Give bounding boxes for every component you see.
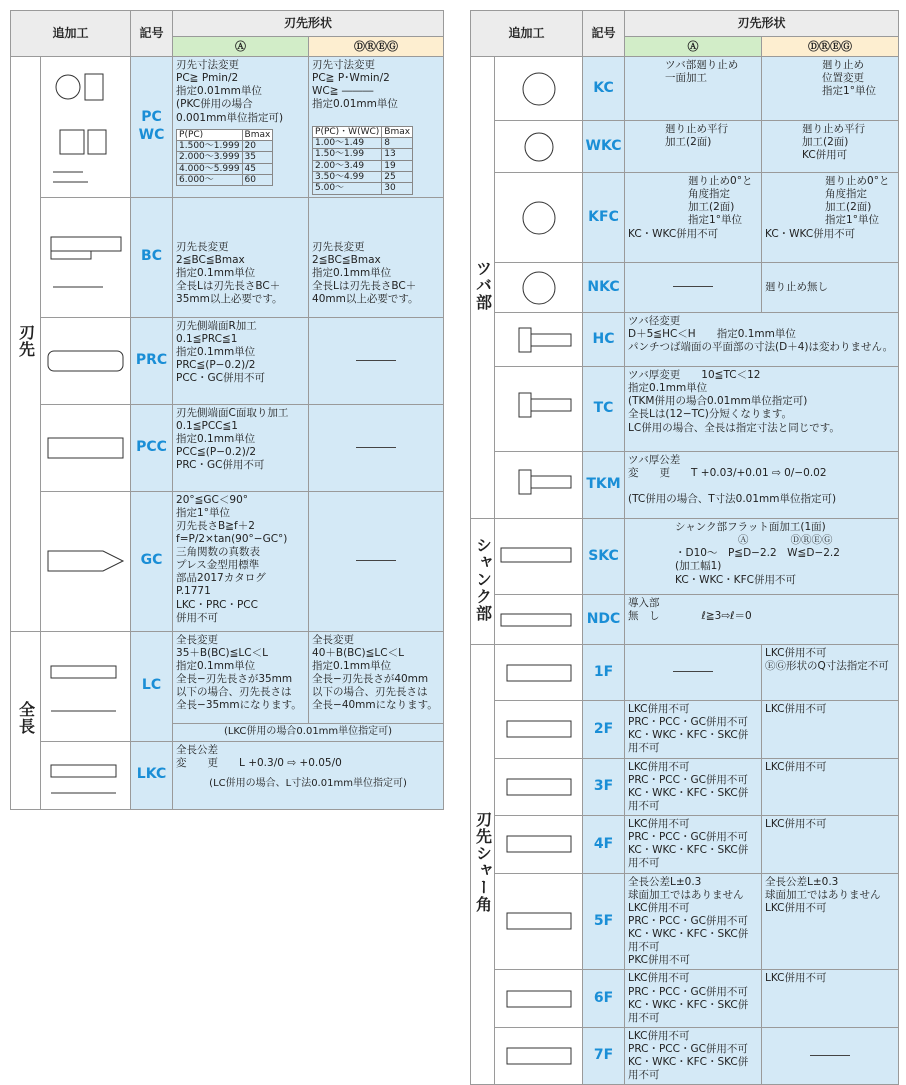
pc-wc-a: 刃先寸法変更 PC≧ Pmin/2 指定0.01mm単位 (PKC併用の場合 0.001mm単位指定可) P(PC) Bmax 1.500～1.999 20 2.000～3.999 35 4.000～5.999 45 6.000～ 60 bbox=[173, 57, 309, 198]
6f-d: LKC併用不可 bbox=[762, 970, 899, 1028]
code-lc: LC bbox=[131, 631, 173, 741]
tkm-a: ツバ厚公差 変 更 T +0.03/+0.01 ⇨ 0/−0.02 (TC併用の場合、T寸法0.01mm単位指定可) bbox=[625, 452, 899, 519]
skc-a: シャンク部フラット面加工(1面) Ⓐ ⒹⓇⒺⒼ ・D10～ P≦D−2.2 W≦D−2.2 (加工幅1) KC・WKC・KFC併用不可 bbox=[625, 519, 899, 595]
code-lkc: LKC bbox=[131, 741, 173, 809]
punch-length-icon bbox=[43, 641, 129, 731]
figure-3f bbox=[495, 758, 583, 816]
figure-kc bbox=[495, 57, 583, 121]
figure-wkc bbox=[495, 121, 583, 173]
shank-flat-icon bbox=[497, 532, 581, 582]
shear-angle-icon bbox=[497, 1036, 581, 1076]
prc-d-na bbox=[309, 317, 444, 404]
kc-a: ツバ部廻り止め 一面加工 bbox=[625, 57, 762, 121]
figure-6f bbox=[495, 970, 583, 1028]
code-4f: 4F bbox=[583, 816, 625, 874]
header-process-r: 追加工 bbox=[471, 11, 583, 57]
bc-a: 刃先長変更 2≦BC≦Bmax 指定0.1mm単位 全長Lは刃先長さBC＋ 35mm以上必要です。 bbox=[173, 197, 309, 317]
code-5f: 5F bbox=[583, 873, 625, 970]
figure-7f bbox=[495, 1027, 583, 1085]
figure-pc-wc bbox=[41, 57, 131, 198]
shear-angle-icon bbox=[497, 709, 581, 749]
punch-r-end-icon bbox=[43, 331, 129, 391]
code-kfc: KFC bbox=[583, 173, 625, 263]
3f-a: LKC併用不可 PRC・PCC・GC併用不可 KC・WKC・KFC・SKC併用不可 bbox=[625, 758, 762, 816]
code-tkm: TKM bbox=[583, 452, 625, 519]
figure-5f bbox=[495, 873, 583, 970]
figure-lkc bbox=[41, 741, 131, 809]
figure-pcc bbox=[41, 404, 131, 491]
figure-kfc bbox=[495, 173, 583, 263]
1f-d: LKC併用不可 ⒺⒼ形状のQ寸法指定不可 bbox=[762, 645, 899, 701]
code-6f: 6F bbox=[583, 970, 625, 1028]
lkc-a: 全長公差 変 更 L +0.3/0 ⇨ +0.05/0 (LC併用の場合、L寸法0.01mm単位指定可) bbox=[173, 741, 444, 809]
tc-a: ツバ厚変更 10≦TC＜12 指定0.1mm単位 (TKM併用の場合0.01mm単位指定可) 全長Lは(12−TC)分短くなります。 LC併用の場合、全長は指定寸法と同じです。 bbox=[625, 367, 899, 452]
figure-tkm bbox=[495, 452, 583, 519]
gc-a: 20°≦GC＜90° 指定1°単位 刃先長さB≧f＋2 f=P/2×tan(90°−GC°) 三角関数の真数表 プレス金型用標準 部品2017カタログ P.1771 LKC・PRC・PCC 併用不可 bbox=[173, 491, 309, 631]
figure-2f bbox=[495, 701, 583, 759]
group-blade: 刃先 bbox=[11, 57, 41, 632]
header-sub-a: Ⓐ bbox=[173, 37, 309, 57]
head-thickness-icon bbox=[499, 379, 579, 439]
code-skc: SKC bbox=[583, 519, 625, 595]
lc-note: (LKC併用の場合0.01mm単位指定可) bbox=[173, 723, 444, 741]
lc-d: 全長変更 40＋B(BC)≦LC＜L 指定0.1mm単位 全長−刃先長さが40mm 以下の場合、刃先長さは 全長−40mmになります。 bbox=[309, 631, 444, 723]
header-code-r: 記号 bbox=[583, 11, 625, 57]
pc-bmax-table: P(PC) Bmax 1.500～1.999 20 2.000～3.999 35 4.000～5.999 45 6.000～ 60 bbox=[176, 129, 273, 187]
punch-tolerance-icon bbox=[43, 745, 129, 805]
code-2f: 2F bbox=[583, 701, 625, 759]
punch-chamfer-icon bbox=[43, 418, 129, 478]
figure-ndc bbox=[495, 595, 583, 645]
7f-a: LKC併用不可 PRC・PCC・GC併用不可 KC・WKC・KFC・SKC併用不可 bbox=[625, 1027, 762, 1085]
figure-4f bbox=[495, 816, 583, 874]
head-parallel-icon bbox=[519, 129, 559, 165]
shear-angle-icon bbox=[497, 767, 581, 807]
kfc-d: 廻り止め0°と 角度指定 加工(2面) 指定1°単位 KC・WKC併用不可 bbox=[762, 173, 899, 263]
code-pcc: PCC bbox=[131, 404, 173, 491]
group-shank: シャンク部 bbox=[471, 519, 495, 645]
pcc-a: 刃先側端面C面取り加工 0.1≦PCC≦1 指定0.1mm単位 PCC≦(P−0.2)/2 PRC・GC併用不可 bbox=[173, 404, 309, 491]
code-1f: 1F bbox=[583, 645, 625, 701]
7f-d-na bbox=[762, 1027, 899, 1085]
shear-angle-icon bbox=[497, 653, 581, 693]
figure-hc bbox=[495, 313, 583, 367]
header-sub-d-r: ⒹⓇⒺⒼ bbox=[762, 37, 899, 57]
code-kc: KC bbox=[583, 57, 625, 121]
figure-1f bbox=[495, 645, 583, 701]
left-spec-table bbox=[10, 10, 444, 810]
code-nkc: NKC bbox=[583, 263, 625, 313]
gc-d-na bbox=[309, 491, 444, 631]
2f-d: LKC併用不可 bbox=[762, 701, 899, 759]
header-code: 記号 bbox=[131, 11, 173, 57]
code-ndc: NDC bbox=[583, 595, 625, 645]
header-shape: 刃先形状 bbox=[173, 11, 444, 37]
figure-gc bbox=[41, 491, 131, 631]
pc-wc-d: 刃先寸法変更 PC≧ P･Wmin/2 WC≧ ――― 指定0.01mm単位 P(PC)・W(WC) Bmax 1.00～1.49 8 1.50～1.99 13 2.00～3.49 19 3.50～4.99 25 5.00～ 30 bbox=[309, 57, 444, 198]
header-shape-r: 刃先形状 bbox=[625, 11, 899, 37]
4f-d: LKC併用不可 bbox=[762, 816, 899, 874]
5f-d: 全長公差L±0.3 球面加工ではありません LKC併用不可 bbox=[762, 873, 899, 970]
1f-a-na bbox=[625, 645, 762, 701]
kfc-a: 廻り止め0°と 角度指定 加工(2面) 指定1°単位 KC・WKC併用不可 bbox=[625, 173, 762, 263]
head-diameter-icon bbox=[499, 320, 579, 360]
pcc-d-na bbox=[309, 404, 444, 491]
figure-prc bbox=[41, 317, 131, 404]
kc-d: 廻り止め 位置変更 指定1°単位 bbox=[762, 57, 899, 121]
code-pc-wc: PC WC bbox=[131, 57, 173, 198]
code-tc: TC bbox=[583, 367, 625, 452]
header-sub-a-r: Ⓐ bbox=[625, 37, 762, 57]
right-spec-table bbox=[470, 10, 899, 1085]
figure-tc bbox=[495, 367, 583, 452]
nkc-a-na bbox=[625, 263, 762, 313]
figure-bc bbox=[41, 197, 131, 317]
head-flat-icon bbox=[519, 69, 559, 109]
shank-guide-icon bbox=[497, 600, 581, 640]
head-tolerance-icon bbox=[499, 460, 579, 510]
hc-a: ツバ径変更 D＋5≦HC＜H 指定0.1mm単位 パンチつば端面の平面部の寸法(D＋4)は変わりません。 bbox=[625, 313, 899, 367]
code-7f: 7F bbox=[583, 1027, 625, 1085]
bc-d: 刃先長変更 2≦BC≦Bmax 指定0.1mm単位 全長Lは刃先長さBC＋ 40mm以上必要です。 bbox=[309, 197, 444, 317]
2f-a: LKC併用不可 PRC・PCC・GC併用不可 KC・WKC・KFC・SKC併用不可 bbox=[625, 701, 762, 759]
group-length: 全長 bbox=[11, 631, 41, 809]
header-process: 追加工 bbox=[11, 11, 131, 57]
shear-angle-icon bbox=[497, 901, 581, 941]
code-3f: 3F bbox=[583, 758, 625, 816]
figure-skc bbox=[495, 519, 583, 595]
6f-a: LKC併用不可 PRC・PCC・GC併用不可 KC・WKC・KFC・SKC併用不可 bbox=[625, 970, 762, 1028]
group-shear: 刃先シャー角 bbox=[471, 645, 495, 1085]
shear-angle-icon bbox=[497, 824, 581, 864]
5f-a: 全長公差L±0.3 球面加工ではありません LKC併用不可 PRC・PCC・GC併用不可 KC・WKC・KFC・SKC併用不可 PKC併用不可 bbox=[625, 873, 762, 970]
header-sub-d: ⒹⓇⒺⒼ bbox=[309, 37, 444, 57]
code-wkc: WKC bbox=[583, 121, 625, 173]
group-tsuba: ツバ部 bbox=[471, 57, 495, 519]
head-round-icon bbox=[519, 268, 559, 308]
pcwc-bmax-table: P(PC)・W(WC) Bmax 1.00～1.49 8 1.50～1.99 13 2.00～3.49 19 3.50～4.99 25 5.00～ 30 bbox=[312, 126, 413, 195]
figure-lc bbox=[41, 631, 131, 741]
code-gc: GC bbox=[131, 491, 173, 631]
lc-a: 全長変更 35＋B(BC)≦LC＜L 指定0.1mm単位 全長−刃先長さが35mm 以下の場合、刃先長さは 全長−35mmになります。 bbox=[173, 631, 309, 723]
shear-angle-icon bbox=[497, 979, 581, 1019]
ndc-a: 導入部 無 し ℓ≧3⇨ℓ＝0 bbox=[625, 595, 899, 645]
wkc-a: 廻り止め平行 加工(2面) bbox=[625, 121, 762, 173]
wkc-d: 廻り止め平行 加工(2面) KC併用可 bbox=[762, 121, 899, 173]
prc-a: 刃先側端面R加工 0.1≦PRC≦1 指定0.1mm単位 PRC≦(P−0.2)/2 PCC・GC併用不可 bbox=[173, 317, 309, 404]
code-bc: BC bbox=[131, 197, 173, 317]
code-hc: HC bbox=[583, 313, 625, 367]
punch-section-icon bbox=[43, 62, 129, 192]
4f-a: LKC併用不可 PRC・PCC・GC併用不可 KC・WKC・KFC・SKC併用不可 bbox=[625, 816, 762, 874]
nkc-d: 廻り止め無し bbox=[762, 263, 899, 313]
code-prc: PRC bbox=[131, 317, 173, 404]
figure-nkc bbox=[495, 263, 583, 313]
punch-profile-icon bbox=[43, 207, 129, 307]
punch-cone-icon bbox=[43, 511, 129, 611]
3f-d: LKC併用不可 bbox=[762, 758, 899, 816]
head-angle-icon bbox=[519, 198, 559, 238]
